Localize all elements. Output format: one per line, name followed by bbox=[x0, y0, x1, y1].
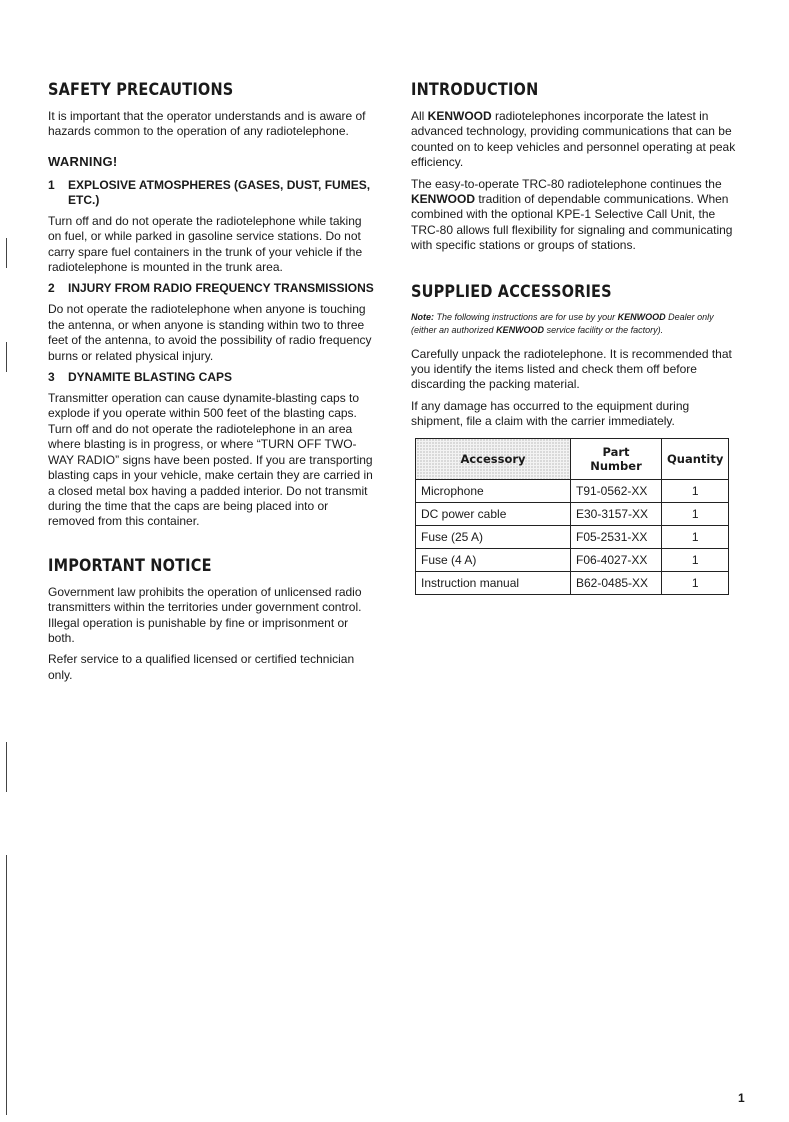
quantity-cell: 1 bbox=[662, 502, 729, 525]
warning-item-2-text: Do not operate the radiotelephone when anyone is touching the antenna, or when anyone is standing within two to three feet of the antenna, to avoid the possibility of radio frequency burns or related physical injury. bbox=[48, 302, 372, 363]
accessories-para-1: Carefully unpack the radiotelephone. It is recommended that you identify the items listed and check them off before discarding the packing material. bbox=[411, 346, 732, 392]
part-number-cell: F06-4027-XX bbox=[571, 548, 662, 571]
accessory-cell: Fuse (4 A) bbox=[416, 548, 571, 571]
quantity-cell: 1 bbox=[662, 571, 729, 594]
column-header-accessory: Accessory bbox=[416, 438, 571, 479]
item-number: 3 bbox=[48, 370, 55, 385]
intro-para-1: All KENWOOD radiotelephones incorporate the latest in advanced technology, providing communications that can be counted on to keep vehicles and personnel operating at peak efficiency. bbox=[411, 109, 736, 170]
part-number-cell: B62-0485-XX bbox=[571, 571, 662, 594]
item-heading: DYNAMITE BLASTING CAPS bbox=[68, 370, 233, 385]
part-number-cell: E30-3157-XX bbox=[571, 502, 662, 525]
table-row bbox=[416, 502, 729, 525]
accessory-cell: DC power cable bbox=[416, 502, 571, 525]
notice-title: IMPORTANT NOTICE bbox=[48, 555, 212, 575]
page-number: 1 bbox=[738, 1091, 745, 1105]
item-heading: EXPLOSIVE ATMOSPHERES (GASES, DUST, FUMES, ETC.) bbox=[68, 177, 371, 207]
intro-para-2: The easy-to-operate TRC-80 radiotelephone continues the KENWOOD tradition of dependable communications. When combined with the optional KPE-1 Selective Call Unit, the TRC-80 allows full flexibility for signaling and communicating with specific stations or groups of stations. bbox=[411, 176, 733, 253]
part-number-cell: T91-0562-XX bbox=[571, 479, 662, 502]
item-heading: INJURY FROM RADIO FREQUENCY TRANSMISSIONS bbox=[68, 281, 374, 296]
warning-item-1-text: Turn off and do not operate the radiotelephone while taking on fuel, or while parked in gasoline service stations. Do not carry spare fuel containers in the trunk of your vehicle if the radiotelephone is mounted in the trunk area. bbox=[48, 213, 363, 275]
quantity-cell: 1 bbox=[662, 548, 729, 571]
accessories-note: Note: The following instructions are for use by your KENWOOD Dealer only (either an authorized KENWOOD service facility or the factory). bbox=[411, 311, 714, 335]
quantity-cell: 1 bbox=[662, 525, 729, 548]
scan-edge-mark bbox=[6, 238, 7, 268]
warning-title: WARNING! bbox=[48, 153, 118, 169]
part-number-cell: F05-2531-XX bbox=[571, 525, 662, 548]
table-header-row bbox=[416, 438, 729, 479]
column-header-part-number: Part Number bbox=[571, 438, 662, 479]
accessories-title: SUPPLIED ACCESSORIES bbox=[411, 281, 612, 301]
warning-item-2-heading bbox=[48, 281, 378, 296]
scan-edge-mark bbox=[6, 342, 7, 372]
brand-name: KENWOOD bbox=[427, 109, 492, 123]
item-number: 2 bbox=[48, 281, 55, 296]
safety-intro: It is important that the operator understands and is aware of hazards common to the operation of any radiotelephone. bbox=[48, 109, 366, 139]
warning-item-3-heading bbox=[48, 370, 378, 385]
notice-para-2: Refer service to a qualified licensed or certified technician only. bbox=[48, 652, 355, 682]
introduction-title: INTRODUCTION bbox=[411, 80, 539, 99]
brand-name: KENWOOD bbox=[411, 192, 475, 207]
accessory-cell: Microphone bbox=[416, 479, 571, 502]
warning-item-1-heading bbox=[48, 178, 378, 208]
left-column bbox=[48, 80, 378, 689]
right-column bbox=[411, 80, 741, 595]
scan-edge-mark bbox=[6, 855, 7, 1115]
column-header-quantity: Quantity bbox=[662, 438, 729, 479]
table-row bbox=[416, 548, 729, 571]
accessory-cell: Instruction manual bbox=[416, 571, 571, 594]
warning-item-3-text: Transmitter operation can cause dynamite-blasting caps to explode if you operate within 500 feet of the blasting caps. Turn off and do not operate the radiotelephone in an area where blasting is in progress, or where “TURN OFF TWO-WAY RADIO” signs have been posted. If you are transporting blasting caps in your vehicle, make certain they are carried in a closed metal box having a padded interior. Do not transmit during the time that the caps are being placed into or removed from this container. bbox=[48, 391, 373, 529]
accessories-para-2: If any damage has occurred to the equipment during shipment, file a claim with the carrier immediately. bbox=[411, 398, 690, 429]
quantity-cell: 1 bbox=[662, 479, 729, 502]
table-row bbox=[416, 479, 729, 502]
scan-edge-mark bbox=[6, 742, 7, 792]
accessories-table bbox=[415, 438, 729, 595]
table-row bbox=[416, 525, 729, 548]
notice-para-1: Government law prohibits the operation of unlicensed radio transmitters within the territories under government control. Illegal operation is punishable by fine or imprisonment or both. bbox=[48, 584, 362, 645]
table-row bbox=[416, 571, 729, 594]
safety-title: SAFETY PRECAUTIONS bbox=[48, 80, 234, 99]
item-number: 1 bbox=[48, 177, 55, 192]
accessory-cell: Fuse (25 A) bbox=[416, 525, 571, 548]
